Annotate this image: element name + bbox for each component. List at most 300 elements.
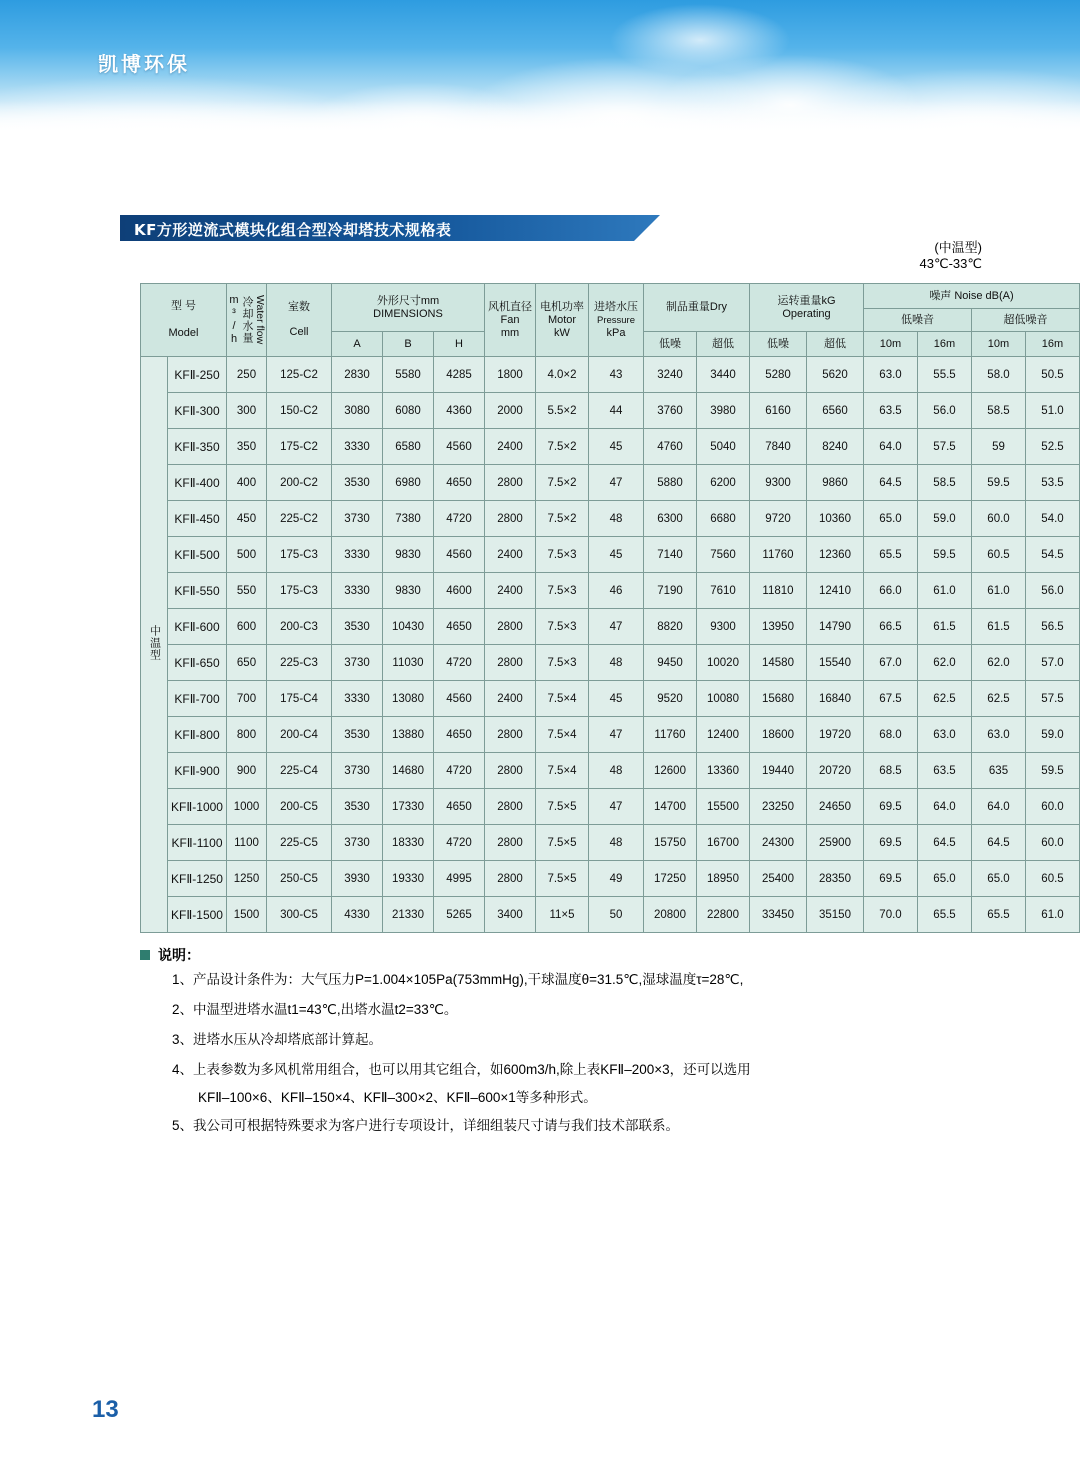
- cell-ln10: 66.0: [864, 573, 918, 609]
- cell-dry_low: 7190: [644, 573, 697, 609]
- cell-motor: 7.5×4: [536, 717, 589, 753]
- cell-op_ul: 24650: [807, 789, 864, 825]
- th-lownoise-16m: 16m: [918, 332, 972, 357]
- cell-ul10: 59: [972, 429, 1026, 465]
- cell-ul10: 60.0: [972, 501, 1026, 537]
- notes-title: [140, 945, 980, 965]
- table-row: [141, 825, 1080, 861]
- cell-ln10: 67.5: [864, 681, 918, 717]
- cell-ln10: 65.0: [864, 501, 918, 537]
- cell-ul16: 52.5: [1026, 429, 1080, 465]
- cell-pressure: 45: [589, 429, 644, 465]
- th-cell-en: Cell: [289, 326, 309, 338]
- cell-ln10: 68.0: [864, 717, 918, 753]
- cell-ul16: 54.0: [1026, 501, 1080, 537]
- th-waterflow-cn: 冷却水量m³/h: [228, 294, 253, 346]
- cell-ul16: 54.5: [1026, 537, 1080, 573]
- th-model: [141, 284, 227, 357]
- cell-dry_ul: 7560: [697, 537, 750, 573]
- note-item: 1、产品设计条件为：大气压力P=1.004×105Pa(753mmHg),干球温度θ=31.5℃,湿球温度τ=28℃,: [172, 972, 744, 987]
- cell-a: 3330: [332, 573, 383, 609]
- cell-a: 2830: [332, 357, 383, 393]
- th-dry-ultralow: 超低: [697, 332, 750, 357]
- temperature-type-label: (中温型): [934, 240, 982, 255]
- th-pressure-cn: 进塔水压: [594, 300, 638, 313]
- table-row: [141, 789, 1080, 825]
- cell-ul16: 59.0: [1026, 717, 1080, 753]
- note-item: 2、中温型进塔水温t1=43℃,出塔水温t2=33℃。: [172, 1002, 458, 1017]
- th-low-noise: [864, 309, 972, 332]
- cell-fan: 2800: [485, 825, 536, 861]
- cell-fan: 3400: [485, 897, 536, 933]
- cell-op_low: 15680: [750, 681, 807, 717]
- cell-op_low: 11760: [750, 537, 807, 573]
- section-title-banner: [120, 215, 660, 241]
- cell-pressure: 47: [589, 789, 644, 825]
- cell-dry_ul: 9300: [697, 609, 750, 645]
- cell-model: KFⅡ-500: [168, 537, 227, 573]
- cell-b: 11030: [383, 645, 434, 681]
- cell-ul10: 65.0: [972, 861, 1026, 897]
- cell-ul10: 61.0: [972, 573, 1026, 609]
- th-op-ultralow: 超低: [807, 332, 864, 357]
- table-row: [141, 537, 1080, 573]
- cell-h: 4720: [434, 645, 485, 681]
- cell-dry_low: 3760: [644, 393, 697, 429]
- cell-h: 4650: [434, 609, 485, 645]
- cell-dry_ul: 12400: [697, 717, 750, 753]
- cell-op_ul: 8240: [807, 429, 864, 465]
- cell-model: KFⅡ-600: [168, 609, 227, 645]
- th-ultralownoise-10m: 10m: [972, 332, 1026, 357]
- cell-cell: 300-C5: [267, 897, 332, 933]
- cell-pressure: 43: [589, 357, 644, 393]
- cell-a: 3330: [332, 537, 383, 573]
- cell-motor: 7.5×4: [536, 681, 589, 717]
- cell-ln10: 69.5: [864, 789, 918, 825]
- th-waterflow-en: Water flow: [254, 295, 266, 345]
- row-category-label: [141, 357, 168, 933]
- cell-dry_ul: 6680: [697, 501, 750, 537]
- cell-dry_ul: 16700: [697, 825, 750, 861]
- cell-fan: 2800: [485, 753, 536, 789]
- cell-fan: 2800: [485, 717, 536, 753]
- spec-table-head: [141, 284, 1080, 357]
- cell-motor: 7.5×4: [536, 753, 589, 789]
- cell-motor: 4.0×2: [536, 357, 589, 393]
- table-row: [141, 861, 1080, 897]
- cell-cell: 225-C4: [267, 753, 332, 789]
- cell-h: 4600: [434, 573, 485, 609]
- cell-motor: 7.5×3: [536, 573, 589, 609]
- note-item-continued: KFⅡ–100×6、KFⅡ–150×4、KFⅡ–300×2、KFⅡ–600×1等多种形式。: [198, 1090, 597, 1105]
- cell-b: 14680: [383, 753, 434, 789]
- cell-ln10: 65.5: [864, 537, 918, 573]
- cell-b: 7380: [383, 501, 434, 537]
- cell-ln16: 64.0: [918, 789, 972, 825]
- th-fan: [485, 284, 536, 357]
- cell-a: 3330: [332, 681, 383, 717]
- cell-ul16: 60.0: [1026, 825, 1080, 861]
- th-noise-label: 噪声 Noise dB(A): [929, 289, 1014, 302]
- cell-cell: 150-C2: [267, 393, 332, 429]
- th-op-low: 低噪: [750, 332, 807, 357]
- cell-motor: 7.5×5: [536, 825, 589, 861]
- cell-model: KFⅡ-700: [168, 681, 227, 717]
- cell-ul10: 64.5: [972, 825, 1026, 861]
- cell-ul16: 56.0: [1026, 573, 1080, 609]
- cell-cell: 175-C3: [267, 537, 332, 573]
- cell-a: 3530: [332, 465, 383, 501]
- cell-ln10: 63.0: [864, 357, 918, 393]
- header-row-1: [141, 284, 1080, 309]
- table-row: [141, 357, 1080, 393]
- cell-model: KFⅡ-900: [168, 753, 227, 789]
- cell-ln16: 58.5: [918, 465, 972, 501]
- cell-op_ul: 19720: [807, 717, 864, 753]
- cell-op_ul: 16840: [807, 681, 864, 717]
- cell-ln16: 65.0: [918, 861, 972, 897]
- cell-pressure: 47: [589, 609, 644, 645]
- cell-op_low: 6160: [750, 393, 807, 429]
- cell-dry_ul: 6200: [697, 465, 750, 501]
- cell-op_low: 25400: [750, 861, 807, 897]
- cell-a: 3080: [332, 393, 383, 429]
- cell-ln16: 57.5: [918, 429, 972, 465]
- cell-ln10: 68.5: [864, 753, 918, 789]
- th-model-cn: 型 号: [170, 300, 197, 312]
- cell-a: 3530: [332, 717, 383, 753]
- cell-model: KFⅡ-300: [168, 393, 227, 429]
- cell-fan: 2800: [485, 861, 536, 897]
- cell-op_low: 24300: [750, 825, 807, 861]
- cell-motor: 7.5×3: [536, 609, 589, 645]
- cell-b: 9830: [383, 537, 434, 573]
- cell-cell: 200-C3: [267, 609, 332, 645]
- cell-dry_low: 5880: [644, 465, 697, 501]
- cell-fan: 2800: [485, 501, 536, 537]
- cell-ln16: 59.0: [918, 501, 972, 537]
- cell-h: 5265: [434, 897, 485, 933]
- cell-ul10: 63.0: [972, 717, 1026, 753]
- table-row: [141, 501, 1080, 537]
- cell-fan: 2400: [485, 573, 536, 609]
- table-row: [141, 393, 1080, 429]
- cell-ul10: 62.0: [972, 645, 1026, 681]
- cell-ul10: 60.5: [972, 537, 1026, 573]
- cell-ul10: 59.5: [972, 465, 1026, 501]
- th-dim-h: H: [434, 332, 485, 357]
- th-dimensions-en: DIMENSIONS: [373, 307, 443, 320]
- cell-op_low: 19440: [750, 753, 807, 789]
- cell-h: 4360: [434, 393, 485, 429]
- cell-h: 4720: [434, 825, 485, 861]
- cell-model: KFⅡ-800: [168, 717, 227, 753]
- cell-flow: 800: [227, 717, 267, 753]
- cell-op_ul: 14790: [807, 609, 864, 645]
- cell-flow: 450: [227, 501, 267, 537]
- cell-fan: 2800: [485, 465, 536, 501]
- th-ultra-low-noise-label: 超低噪音: [1003, 313, 1048, 326]
- cell-op_ul: 25900: [807, 825, 864, 861]
- table-row: [141, 573, 1080, 609]
- cell-op_ul: 5620: [807, 357, 864, 393]
- cell-ln10: 63.5: [864, 393, 918, 429]
- cell-dry_low: 9520: [644, 681, 697, 717]
- th-dim-a: A: [332, 332, 383, 357]
- cell-motor: 7.5×2: [536, 465, 589, 501]
- th-operating-weight-en: Operating: [782, 307, 831, 320]
- cell-pressure: 47: [589, 717, 644, 753]
- note-item: 3、进塔水压从冷却塔底部计算起。: [172, 1032, 383, 1047]
- th-dry-low: 低噪: [644, 332, 697, 357]
- cell-model: KFⅡ-1000: [168, 789, 227, 825]
- cell-pressure: 48: [589, 825, 644, 861]
- cell-ln16: 65.5: [918, 897, 972, 933]
- cell-pressure: 45: [589, 681, 644, 717]
- cell-cell: 225-C3: [267, 645, 332, 681]
- cell-flow: 1250: [227, 861, 267, 897]
- cell-h: 4650: [434, 717, 485, 753]
- th-dim-b: B: [383, 332, 434, 357]
- table-row: [141, 717, 1080, 753]
- cell-pressure: 47: [589, 465, 644, 501]
- cell-a: 3530: [332, 609, 383, 645]
- temperature-note: [920, 240, 982, 272]
- cell-fan: 2000: [485, 393, 536, 429]
- cell-ul10: 61.5: [972, 609, 1026, 645]
- cell-op_low: 9300: [750, 465, 807, 501]
- cell-cell: 175-C3: [267, 573, 332, 609]
- cell-motor: 7.5×3: [536, 537, 589, 573]
- banner-title-text: KF方形逆流式模块化组合型冷却塔技术规格表: [134, 221, 452, 239]
- cell-dry_low: 11760: [644, 717, 697, 753]
- cell-ul10: 65.5: [972, 897, 1026, 933]
- cell-op_ul: 9860: [807, 465, 864, 501]
- cell-ul10: 58.5: [972, 393, 1026, 429]
- cell-model: KFⅡ-350: [168, 429, 227, 465]
- cell-h: 4560: [434, 681, 485, 717]
- table-row: [141, 609, 1080, 645]
- th-lownoise-10m: 10m: [864, 332, 918, 357]
- cell-model: KFⅡ-1100: [168, 825, 227, 861]
- table-row: [141, 465, 1080, 501]
- th-ultra-low-noise: [972, 309, 1080, 332]
- cell-dry_ul: 7610: [697, 573, 750, 609]
- cell-ul16: 50.5: [1026, 357, 1080, 393]
- cell-op_low: 18600: [750, 717, 807, 753]
- cell-op_low: 14580: [750, 645, 807, 681]
- cell-dry_low: 20800: [644, 897, 697, 933]
- cell-ln16: 63.5: [918, 753, 972, 789]
- cell-b: 13080: [383, 681, 434, 717]
- cell-motor: 7.5×3: [536, 645, 589, 681]
- spec-table-container: [140, 283, 1080, 933]
- cell-dry_ul: 3980: [697, 393, 750, 429]
- cell-ul16: 60.0: [1026, 789, 1080, 825]
- cell-ln16: 61.0: [918, 573, 972, 609]
- cell-pressure: 46: [589, 573, 644, 609]
- cell-dry_low: 15750: [644, 825, 697, 861]
- cell-op_low: 33450: [750, 897, 807, 933]
- cell-dry_low: 8820: [644, 609, 697, 645]
- cell-ln16: 55.5: [918, 357, 972, 393]
- cell-op_low: 5280: [750, 357, 807, 393]
- th-pressure-en: Pressure: [596, 314, 635, 326]
- th-ultralownoise-16m: 16m: [1026, 332, 1080, 357]
- cell-op_low: 13950: [750, 609, 807, 645]
- cell-b: 9830: [383, 573, 434, 609]
- cell-ul10: 58.0: [972, 357, 1026, 393]
- cell-ln10: 64.0: [864, 429, 918, 465]
- cell-flow: 600: [227, 609, 267, 645]
- temperature-range-label: 43℃-33℃: [919, 256, 982, 271]
- th-pressure-unit: kPa: [606, 326, 626, 339]
- cell-ln16: 64.5: [918, 825, 972, 861]
- cell-ln16: 56.0: [918, 393, 972, 429]
- table-row: [141, 753, 1080, 789]
- cell-cell: 225-C2: [267, 501, 332, 537]
- cell-b: 10430: [383, 609, 434, 645]
- cell-flow: 1000: [227, 789, 267, 825]
- cell-h: 4720: [434, 501, 485, 537]
- spec-table-body: [141, 357, 1080, 933]
- cell-ul16: 57.0: [1026, 645, 1080, 681]
- cell-dry_ul: 18950: [697, 861, 750, 897]
- th-operating-weight: [750, 284, 864, 332]
- cell-pressure: 45: [589, 537, 644, 573]
- cell-h: 4560: [434, 429, 485, 465]
- cell-ul16: 56.5: [1026, 609, 1080, 645]
- cell-b: 19330: [383, 861, 434, 897]
- cell-fan: 1800: [485, 357, 536, 393]
- cell-h: 4650: [434, 789, 485, 825]
- note-item: 4、上表参数为多风机常用组合，也可以用其它组合，如600m3/h,除上表KFⅡ–200×3，还可以选用: [172, 1062, 751, 1077]
- cell-model: KFⅡ-450: [168, 501, 227, 537]
- cell-op_ul: 28350: [807, 861, 864, 897]
- cell-ul16: 51.0: [1026, 393, 1080, 429]
- cell-dry_ul: 10080: [697, 681, 750, 717]
- cell-cell: 175-C4: [267, 681, 332, 717]
- cell-ln10: 70.0: [864, 897, 918, 933]
- th-dimensions-cn: 外形尺寸mm: [376, 294, 440, 307]
- cell-a: 3730: [332, 645, 383, 681]
- cell-flow: 700: [227, 681, 267, 717]
- cell-h: 4650: [434, 465, 485, 501]
- cell-pressure: 48: [589, 753, 644, 789]
- cell-dry_low: 9450: [644, 645, 697, 681]
- cell-dry_low: 17250: [644, 861, 697, 897]
- th-fan-cn: 风机直径: [488, 300, 532, 313]
- th-fan-unit: mm: [500, 326, 520, 339]
- cell-a: 3530: [332, 789, 383, 825]
- cell-flow: 250: [227, 357, 267, 393]
- cell-op_low: 9720: [750, 501, 807, 537]
- cell-dry_low: 7140: [644, 537, 697, 573]
- cell-cell: 200-C2: [267, 465, 332, 501]
- cell-motor: 7.5×2: [536, 429, 589, 465]
- cell-model: KFⅡ-650: [168, 645, 227, 681]
- row-category-text: 中温型: [148, 625, 161, 661]
- cell-op_ul: 6560: [807, 393, 864, 429]
- cell-ln10: 67.0: [864, 645, 918, 681]
- cell-dry_ul: 5040: [697, 429, 750, 465]
- th-model-en: Model: [168, 327, 199, 339]
- sky-header-image: [0, 0, 1080, 135]
- cell-dry_ul: 3440: [697, 357, 750, 393]
- table-row: [141, 897, 1080, 933]
- note-item: 5、我公司可根据特殊要求为客户进行专项设计，详细组装尺寸请与我们技术部联系。: [172, 1118, 680, 1133]
- spec-table: [140, 283, 1080, 933]
- th-cell: [267, 284, 332, 357]
- th-waterflow: [227, 284, 267, 357]
- cell-ul16: 53.5: [1026, 465, 1080, 501]
- cell-flow: 400: [227, 465, 267, 501]
- cell-dry_low: 14700: [644, 789, 697, 825]
- th-operating-weight-cn: 运转重量kG: [777, 294, 836, 307]
- cell-fan: 2800: [485, 609, 536, 645]
- cell-motor: 11×5: [536, 897, 589, 933]
- cell-op_low: 23250: [750, 789, 807, 825]
- cell-ln10: 69.5: [864, 861, 918, 897]
- cell-dry_low: 4760: [644, 429, 697, 465]
- cell-b: 17330: [383, 789, 434, 825]
- cell-cell: 225-C5: [267, 825, 332, 861]
- cell-b: 6580: [383, 429, 434, 465]
- cell-dry_ul: 10020: [697, 645, 750, 681]
- cell-op_low: 11810: [750, 573, 807, 609]
- cell-ln16: 62.5: [918, 681, 972, 717]
- cell-pressure: 44: [589, 393, 644, 429]
- cell-dry_low: 12600: [644, 753, 697, 789]
- th-dry-weight: [644, 284, 750, 332]
- cell-model: KFⅡ-1500: [168, 897, 227, 933]
- cell-op_ul: 15540: [807, 645, 864, 681]
- cell-motor: 7.5×5: [536, 789, 589, 825]
- cell-motor: 5.5×2: [536, 393, 589, 429]
- cell-ul10: 64.0: [972, 789, 1026, 825]
- th-pressure: [589, 284, 644, 357]
- cell-motor: 7.5×5: [536, 861, 589, 897]
- cell-pressure: 50: [589, 897, 644, 933]
- cell-dry_low: 6300: [644, 501, 697, 537]
- cell-op_low: 7840: [750, 429, 807, 465]
- cell-cell: 200-C5: [267, 789, 332, 825]
- cell-a: 3730: [332, 501, 383, 537]
- cell-op_ul: 12410: [807, 573, 864, 609]
- cell-dry_low: 3240: [644, 357, 697, 393]
- bullet-square-icon: [140, 950, 150, 960]
- cell-flow: 550: [227, 573, 267, 609]
- cell-cell: 200-C4: [267, 717, 332, 753]
- cell-op_ul: 20720: [807, 753, 864, 789]
- cell-ln16: 61.5: [918, 609, 972, 645]
- cell-ul16: 57.5: [1026, 681, 1080, 717]
- table-row: [141, 429, 1080, 465]
- th-dry-weight-label: 制品重量Dry: [665, 301, 728, 313]
- notes-section: [140, 945, 980, 1141]
- cell-model: KFⅡ-550: [168, 573, 227, 609]
- cell-pressure: 48: [589, 501, 644, 537]
- notes-title-text: 说明：: [158, 947, 200, 963]
- cell-model: KFⅡ-400: [168, 465, 227, 501]
- cell-flow: 1500: [227, 897, 267, 933]
- cell-ul16: 59.5: [1026, 753, 1080, 789]
- th-motor: [536, 284, 589, 357]
- cell-a: 3330: [332, 429, 383, 465]
- company-logo-text: 凯博环保: [98, 54, 190, 76]
- cell-h: 4720: [434, 753, 485, 789]
